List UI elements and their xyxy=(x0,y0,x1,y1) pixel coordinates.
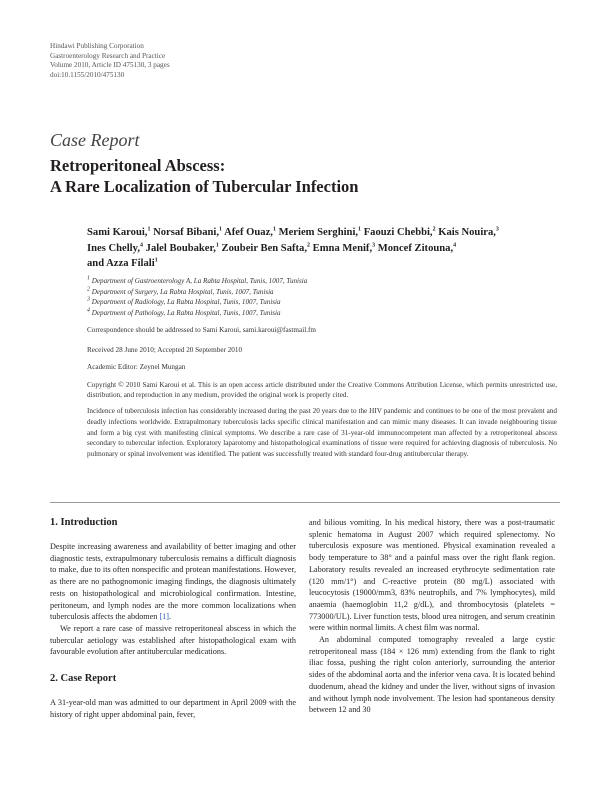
paragraph: An abdominal computed tomography revealed a large cystic retroperitoneal mass (184 × 126 mm) extending from the flank to right iliac fossa, pushing the right colon anteriorly, surrounding the anterior sides of the abdominal aorta and the inferior vena cava. It is located behind duodenum, ahead the kidney and under the liver, without signs of invasion and without lymph node involvement. The lesion had spontaneous density between 12 and 30 xyxy=(309,635,555,715)
affiliation: $^4$ Department of Pathology, La Rabta Hospital, Tunis, 1007, Tunisia xyxy=(87,307,281,318)
author: Sami Karoui,$^1$ xyxy=(87,226,151,238)
correspondence: Correspondence should be addressed to Sami Karoui, sami.karoui@fastmail.fm xyxy=(87,326,316,334)
affiliation: $^2$ Department of Surgery, La Rabta Hospital, Tunis, 1007, Tunisia xyxy=(87,286,274,296)
author: Emna Menif,$^3$ xyxy=(312,242,376,254)
author: Meriem Serghini,$^1$ xyxy=(278,226,362,238)
journal-line: Gastroenterology Research and Practice xyxy=(50,51,166,60)
author: Ines Chelly,$^4$ xyxy=(87,242,143,254)
title-line-1: Retroperitoneal Abscess: xyxy=(50,156,226,175)
running-header xyxy=(50,42,170,80)
affiliation: $^1$ Department of Gastroenterology A, La Rabta Hospital, Tunis, 1007, Tunisia xyxy=(87,275,308,285)
volume-line: Volume 2010, Article ID 475130, 3 pages xyxy=(50,61,170,70)
divider xyxy=(50,502,560,503)
author: Norsaf Bibani,$^1$ xyxy=(153,226,223,238)
author: Faouzi Chebbi,$^2$ xyxy=(363,226,436,238)
left-column xyxy=(50,516,296,720)
paragraph: We report a rare case of massive retroperitoneal abscess in which the tubercular aetiology was established after histopathological exam with favourable evolution after antitubercular medications. xyxy=(50,623,296,657)
section-heading-case-report: 2. Case Report xyxy=(50,673,117,685)
paragraph: Despite increasing awareness and availability of better imaging and other diagnostic tests, extrapulmonary tuberculosis remains a difficult diagnosis to make, due to its often nonspecific and protean manifestations. However, as there are no pathognomonic imaging findings, the diagnosis ultimately rests on histopathological and microbiological confirmation. Intestine, peritoneum, and lymph nodes are the more common localizations when tuberculosis affects the abdomen [1]. xyxy=(50,542,296,622)
author: Kais Nouira,$^3$ xyxy=(438,226,499,238)
author: Zoubeir Ben Safta,$^2$ xyxy=(221,242,310,254)
publisher-line: Hindawi Publishing Corporation xyxy=(50,42,144,50)
dates: Received 28 June 2010; Accepted 20 September 2010 xyxy=(87,346,243,354)
academic-editor: Academic Editor: Zeynel Mungan xyxy=(87,363,186,371)
title-line-2: A Rare Localization of Tubercular Infection xyxy=(50,177,359,196)
author: and Azza Filali$^1$ xyxy=(87,257,158,270)
copyright-notice: Copyright © 2010 Sami Karoui et al. This is an open access article distributed under the Creative Commons Attribution License, which permits unrestricted use, distribution, and reproduction in any medium, provided the original work is properly cited. xyxy=(87,381,557,399)
doi-line: doi:10.1155/2010/475130 xyxy=(50,70,125,79)
paragraph: and bilious vomiting. In his medical history, there was a post-traumatic splenic hematoma in August 2007 which required splenectomy. No tuberculosis exposure was mentioned. Physical examination revealed a body temperature to 38° and a painful mass over the right flank region. Laboratory results revealed an increased erythrocyte sedimentation rate (120 mm/1°) and C-reactive protein (80 mg/L) associated with leucocytosis (19000/mm3, 83% neutrophils, and 7% lymphocytes), mild anaemia (haemoglobin 11,2 g/dL), and thrombocytosis (platelets = 773000/UL). Liver function tests, blood urea nitrogen, and serum creatinin were within normal limits. A chest film was normal. xyxy=(309,518,555,633)
affiliation: $^3$ Department of Radiology, La Rabta Hospital, Tunis, 1007, Tunisia xyxy=(87,297,281,307)
paragraph: A 31-year-old man was admitted to our department in April 2009 with the history of right upper abdominal pain, fever, xyxy=(50,698,296,719)
affiliation-list xyxy=(87,276,557,319)
author: Jalel Boubaker,$^1$ xyxy=(145,242,219,254)
section-heading-introduction: 1. Introduction xyxy=(50,517,118,528)
citation-link[interactable]: [1] xyxy=(159,612,169,622)
author: Moncef Zitouna,$^4$ xyxy=(377,242,457,254)
article-type: Case Report xyxy=(50,130,140,150)
abstract: Incidence of tuberculosis infection has considerably increased during the past 20 years due to the HIV pandemic and continues to be one of the most prevalent and deadly infections worldwide. Extrapulmonary tuberculosis lacks specific clinical manifestation and can mimic many diseases. It can invade neighbouring tissue and form a big cyst with manifesting clinical symptoms. We describe a rare case of 31-year-old immunocompetent man affected by a retroperitoneal abscess secondary to tubercular infection. Exploratory laparotomy and histopathological examinations of tissue were required for achieving diagnosis of tuberculosis. No pulmonary or spinal involvement was identified. The patient was successfully treated with standard four-drug antitubercular therapy. xyxy=(87,407,557,459)
author: Afef Ouaz,$^1$ xyxy=(224,226,276,238)
right-column xyxy=(309,517,555,716)
article-title xyxy=(50,155,358,197)
author-list xyxy=(87,225,557,272)
